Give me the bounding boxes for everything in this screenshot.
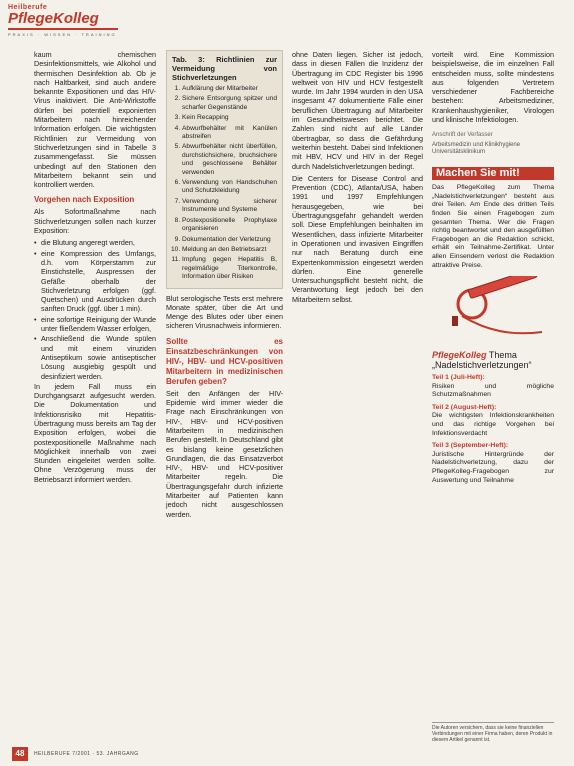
table-3-list <box>172 85 277 282</box>
table-3-item: 3. Kein Recapping <box>182 114 277 122</box>
table-3-item: 1. Aufklärung der Mitarbeiter <box>182 85 277 93</box>
col2-para2: Seit den Anfängen der HIV-Epidemie wird immer wieder die Frage nach Einschränkungen von HIV-, HBV- und HCV-positiven Mitarbeitern in medizinischen Berufen gestellt. In Deutschland gibt es bislang keine gesetzlichen Grundlagen, die das Einsatzverbot HIV-, HBV- und HCV-positiver Mitarbeiter regeln. Die Übertragungsgefahr durch infizierte Mitarbeiter auf Patienten kann jedoch nicht ausgeschlossen werden. <box>166 388 283 519</box>
article-column-3 <box>292 50 423 307</box>
journal-logo: PflegeKolleg <box>8 10 99 27</box>
col3-para2: Die Centers for Disease Control and Prevention (CDC), Atlanta/USA, haben 1991 und 1997 Empfehlungen herausgegeben, wie bei Übertragungsgefahr gehandelt werden soll. Diese Empfehlungen beinhalten im Wesentlichen, dass infizierte Mitarbeiter in Operationen und invasiven Eingriffen nur nach Beratung durch eine Expertenkommission eingesetzt werden dürfen. Eine generelle Untersuchungspflicht besteht nicht, die Verantwortung liegt jedoch bei den Mitarbeitern selbst. <box>292 173 423 304</box>
article-column-2 <box>166 50 283 522</box>
table-3-box <box>166 50 283 289</box>
thema-box <box>432 350 554 370</box>
table-3-title: Tab. 3: Richtlinien zur Vermeidung von Stichverletzungen <box>172 55 277 82</box>
page-number: 48 <box>12 747 28 761</box>
machen-sie-mit-text: Das PflegeKolleg zum Thema „Nadelstichverletzungen“ besteht aus drei Teilen. Am Ende des dritten Teils finden Sie einen Fragebogen zum gesamten Thema. Wer die Fragen richtig beantwortet und den ausgefüllten Fragebogen an die Redaktion schickt, erhält ein Teilnahme-Zertifikat. Unter allen Einsendern verlost die Redaktion attraktive Preise. <box>432 184 554 269</box>
teil-entry <box>432 374 554 400</box>
journal-header <box>8 4 128 40</box>
table-3-item: 11. Impfung gegen Hepatitis B, regelmäßige Titerkontrolle, Information über Risiken <box>182 256 277 281</box>
author-address <box>432 132 554 157</box>
header-subtitle: PRAXIS · WISSEN · TRAINING <box>8 32 117 37</box>
thema-word: Thema <box>488 350 517 361</box>
table-3-item: 8. Postexpositionelle Prophylaxe organisieren <box>182 217 277 234</box>
table-3-item: 7. Verwendung sicherer Instrumente und Systeme <box>182 198 277 215</box>
article-column-4 <box>432 50 554 485</box>
col3-para1: ohne Daten liegen. Sicher ist jedoch, dass in diesen Fällen die Inzidenz der Übertragung im CDC Register bis 1996 weltweit von HIV und HCV festgestellt wurde. Im Jahr 1994 wurden in den USA insgesamt 47 dokumentierte Fälle einer beruflichen Übertragung auf Mitarbeiter im Gesundheitswesen berichtet. Die Zahlen sind nicht auf alle Länder übertragbar, so dass die Gefährdung weiterhin besteht. Dabei sind Infektionen mit HBV, HCV und HIV in der Regel durch Nadelstichverletzungen bedingt. <box>292 50 423 171</box>
teil-entry <box>432 404 554 438</box>
thema-topic: „Nadelstichverletzungen“ <box>432 360 532 371</box>
col1-intro: kaum chemischen Desinfektionsmittels, wie Alkohol und thermischen Desinfektion ab. Ob je nach Haltbarkeit, sind auch andere bekannte Expositionen und das HIV-Virus inaktiviert. Die Anti-Wirkstoffe dürfen bei potentiell exponierten Mitarbeitern nach hinreichender Information erfolgen. Die wichtigsten Richtlinien zur Vermeidung von Stichverletzungen sind in Tabelle 3 zusammengefasst. Sie müssen unbedingt auf den Stationen den Mitarbeitern bekannt sein und kontrolliert werden. <box>34 50 156 190</box>
table-3-item: 2. Sichere Entsorgung spitzer und scharfer Gegenstände <box>182 95 277 112</box>
thema-journal-name: PflegeKolleg <box>432 350 487 361</box>
table-3-item: 5. Abwurfbehälter nicht überfüllen, durchstichsichere, bruchsichere und geschlossene Behälter verwenden <box>182 143 277 177</box>
teil-label: Teil 1 (Juli-Heft): <box>432 374 485 382</box>
table-3-item: 10. Meldung an den Betriebsarzt <box>182 246 277 254</box>
col1-lead: Als Sofortmaßnahme nach Stichverletzungen sollen nach kurzer Exposition: <box>34 207 156 236</box>
header-supertitle: Heilberufe <box>8 4 48 11</box>
footnote: Die Autoren versichern, dass sie keine finanziellen Verbindungen mit einer Firma haben, deren Produkt in diesem Artikel genannt ist. <box>432 722 554 743</box>
bullet-item: • Anschließend die Wunde spülen und mit einem viruziden Antiseptikum sowie antiseptischer Lösung ausgiebig gespült und desinfiziert werden. <box>34 334 156 380</box>
bullet-item: • die Blutung angeregt werden, <box>34 238 156 247</box>
bullet-item: • eine Kompression des Umfangs, d.h. vom Körperstamm zur Einstichstelle, Auspressen der Gefäße oberhalb der Stichverletzung erfolgen (ggf. Quetschen) und Ausdrücken durch sanften Druck (ggf. über 1 min). <box>34 249 156 314</box>
exposition-bullet-list <box>34 238 156 380</box>
table-3-item: 4. Abwurfbehälter mit Kanülen abstreifen <box>182 125 277 142</box>
bullet-item: • eine sofortige Reinigung der Wunde unter fließendem Wasser erfolgen, <box>34 315 156 334</box>
col4-para1: vorteilt wird. Eine Kommission beispielsweise, die im einzelnen Fall entscheiden muss, sollte mindestens aus folgenden Vertretern verschiedener Fachbereiche bestehen: Arbeitsmediziner, Krankenhaushygieniker, Virologen und klinische Infektiologen. <box>432 50 554 125</box>
journal-footer: HEILBERUFE 7/2001 · 53. JAHRGANG <box>34 751 139 757</box>
teil-entry <box>432 442 554 485</box>
teil-label: Teil 2 (August-Heft): <box>432 403 497 411</box>
table-3-item: 6. Verwendung von Handschuhen und Schutzkleidung <box>182 179 277 196</box>
thema-heading <box>432 350 554 360</box>
section-heading-einsatz: Sollte es Einsatzbeschränkungen von HIV-, HBV- und HCV-positiven Mitarbeitern in medizinischen Berufen geben? <box>166 336 283 386</box>
teil-text: Die wichtigsten Infektionskrankheiten und das richtige Vorgehen bei Infektionsverdacht <box>432 412 554 437</box>
author-heading: Anschrift der Verfasser <box>432 132 493 139</box>
machen-sie-mit-banner: Machen Sie mit! <box>432 167 554 180</box>
author-line: Arbeitsmedizin und Klinikhygiene <box>432 141 521 148</box>
section-heading-exposition: Vorgehen nach Exposition <box>34 195 135 205</box>
teil-text: Risiken und mögliche Schutzmaßnahmen <box>432 382 554 399</box>
col2-para1: Blut serologische Tests erst mehrere Monate später, über die Art und Menge des Blutes oder über einen sicheren Virusnachweis informieren. <box>166 293 283 331</box>
col1-tail: In jedem Fall muss ein Durchgangsarzt aufgesucht werden. Die Dokumentation und Infektionsrisiko mit Hepatitis-Übertragung muss bereits am Tag der Exposition erfolgen, wobei die postexpositionelle Maßnahme nach Möglichkeit innerhalb von zwei Stunden eingeleitet werden sollte. Ohne Verzögerung muss der Betriebsarzt informiert werden. <box>34 381 156 484</box>
teil-text: Juristische Hintergründe der Nadelstichverletzung, dazu der PflegeKolleg-Fragebogen zur Auswertung und Teilnahme <box>432 450 554 484</box>
author-line: Universitätsklinikum <box>432 149 486 156</box>
syringe-illustration <box>432 276 554 346</box>
teil-label: Teil 3 (September-Heft): <box>432 442 509 450</box>
article-column-1 <box>34 50 156 487</box>
syringe-icon <box>432 276 554 346</box>
header-rule <box>8 28 118 30</box>
table-3-item: 9. Dokumentation der Verletzung <box>182 236 277 244</box>
